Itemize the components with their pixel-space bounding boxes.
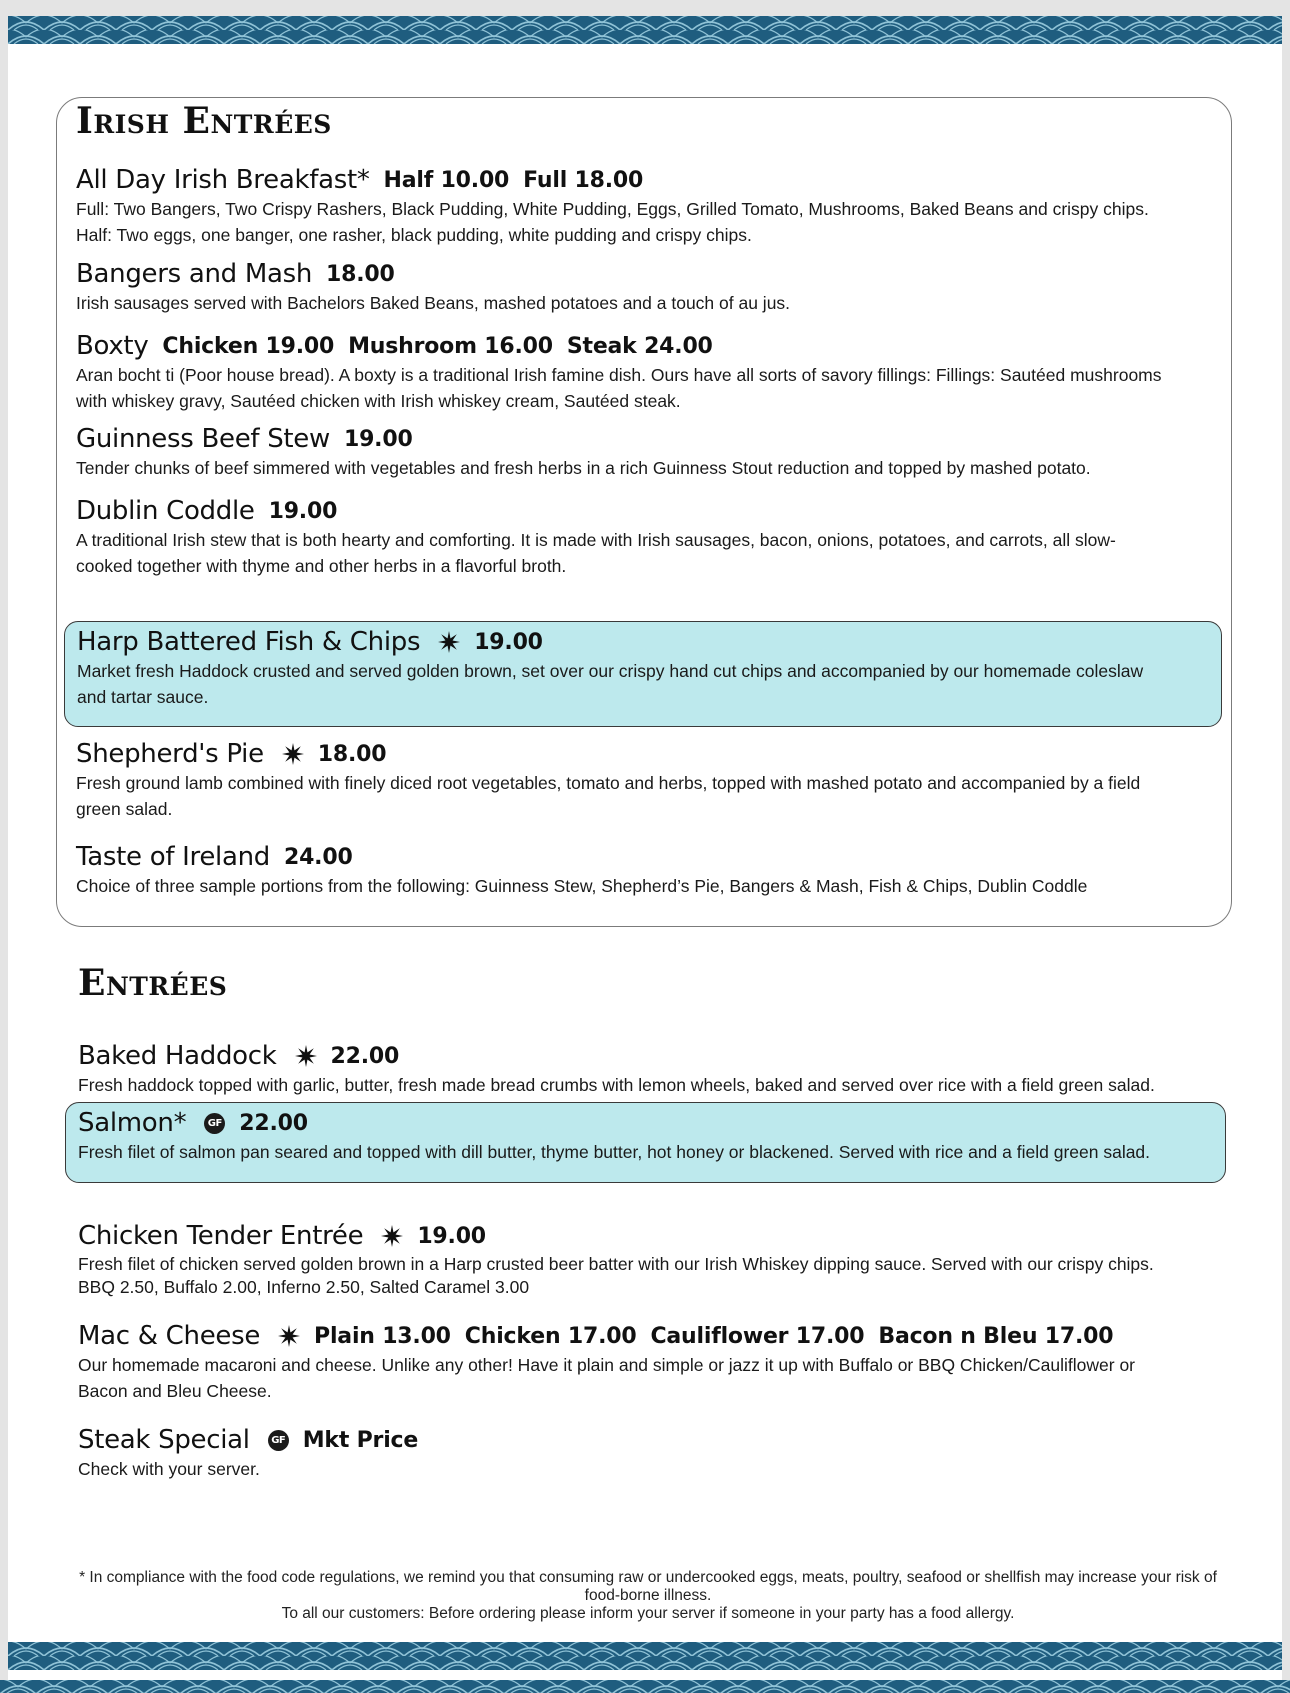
item-description-line: Aran bocht ti (Poor house bread). A boxty is a traditional Irish famine dish. Ours have all sorts of savory fillings: Fillings: Sautéed mushrooms xyxy=(76,365,1162,385)
item-price: 22.00 xyxy=(239,1110,308,1136)
bottom-edge-pattern xyxy=(0,1680,1290,1693)
star-burst-icon xyxy=(278,1325,300,1347)
item-description-line: cooked together with thyme and other herbs in a flavorful broth. xyxy=(76,556,567,576)
item-description-line: Half: Two eggs, one banger, one rasher, black pudding, white pudding and crispy chips. xyxy=(76,225,752,245)
item-price: 19.00 xyxy=(417,1223,486,1249)
menu-item-baked-haddock xyxy=(78,1040,1218,1098)
disclaimer-line: food-borne illness. xyxy=(584,1587,712,1604)
item-description-line: Check with your server. xyxy=(78,1459,260,1479)
item-name: Bangers and Mash xyxy=(76,259,313,289)
menu-item-guinness-beef-stew xyxy=(76,423,1216,481)
item-price: 22.00 xyxy=(330,1043,400,1069)
item-price: 24.00 xyxy=(283,844,353,870)
item-description-line: Fresh filet of chicken served golden brown in a Harp crusted beer batter with our Irish Whiskey dipping sauce. Served with our crispy chips. xyxy=(78,1254,1154,1274)
star-burst-icon xyxy=(282,743,304,765)
item-description-line: BBQ 2.50, Buffalo 2.00, Inferno 2.50, Salted Caramel 3.00 xyxy=(78,1277,530,1297)
menu-item-fish-and-chips xyxy=(64,621,1222,727)
menu-page xyxy=(8,16,1282,1693)
star-burst-icon xyxy=(295,1045,317,1067)
disclaimer-line: * In compliance with the food code regulations, we remind you that consuming raw or undercooked eggs, meats, poultry, seafood or shellfish may increase your risk of xyxy=(79,1569,1217,1586)
item-name: Boxty xyxy=(76,331,149,361)
menu-item-bangers-and-mash xyxy=(76,258,1216,316)
food-code-disclaimer xyxy=(28,1569,1268,1623)
item-description-line: Irish sausages served with Bachelors Baked Beans, mashed potatoes and a touch of au jus. xyxy=(76,293,791,313)
gluten-free-icon: GF xyxy=(268,1430,289,1451)
item-price: 18.00 xyxy=(317,741,387,767)
item-name: Chicken Tender Entrée xyxy=(78,1221,364,1251)
item-name: Dublin Coddle xyxy=(76,496,255,526)
item-name: Mac & Cheese xyxy=(78,1321,261,1351)
item-name: Guinness Beef Stew xyxy=(76,424,330,454)
item-description-line: Choice of three sample portions from the following: Guinness Stew, Shepherd’s Pie, Bangers & Mash, Fish & Chips, Dublin Coddle xyxy=(76,876,1088,896)
item-price: Bacon n Bleu 17.00 xyxy=(878,1323,1114,1349)
item-name: Salmon* xyxy=(78,1108,187,1138)
item-price: Cauliflower 17.00 xyxy=(650,1323,865,1349)
menu-item-dublin-coddle xyxy=(76,495,1216,579)
menu-item-mac-and-cheese xyxy=(78,1320,1218,1404)
item-price: 19.00 xyxy=(268,498,338,524)
gluten-free-icon: GF xyxy=(204,1113,225,1134)
item-name: Shepherd's Pie xyxy=(76,739,264,769)
item-description-line: Our homemade macaroni and cheese. Unlike any other! Have it plain and simple or jazz it up with Buffalo or BBQ Chicken/Cauliflower or xyxy=(78,1355,1135,1375)
item-description-line: Market fresh Haddock crusted and served golden brown, set over our crispy hand cut chips and accompanied by our homemade coleslaw xyxy=(77,661,1144,681)
menu-item-boxty xyxy=(76,330,1216,414)
menu-item-steak-special xyxy=(78,1424,1218,1482)
item-price: 19.00 xyxy=(474,629,543,655)
item-price: Mushroom 16.00 xyxy=(348,333,553,359)
menu-item-salmon xyxy=(65,1102,1226,1183)
entrees-title: Entrées xyxy=(78,962,228,1004)
item-description-line: Fresh haddock topped with garlic, butter, fresh made bread crumbs with lemon wheels, baked and served over rice with a field green salad. xyxy=(78,1075,1155,1095)
item-description-line: Fresh filet of salmon pan seared and topped with dill butter, thyme butter, hot honey or blackened. Served with rice and a field green salad. xyxy=(78,1142,1151,1162)
item-price: Plain 13.00 xyxy=(314,1323,451,1349)
item-name: Baked Haddock xyxy=(78,1041,277,1071)
item-price: Full 18.00 xyxy=(523,167,644,193)
bottom-wave-pattern xyxy=(8,1642,1282,1670)
item-price: 18.00 xyxy=(326,261,395,287)
item-price: 19.00 xyxy=(343,426,413,452)
item-name: Steak Special xyxy=(78,1425,250,1455)
menu-item-shepherds-pie xyxy=(76,738,1216,822)
item-price: Chicken 19.00 xyxy=(162,333,335,359)
item-description-line: A traditional Irish stew that is both hearty and comforting. It is made with Irish sausages, bacon, onions, potatoes, and carrots, all slow- xyxy=(76,530,1116,550)
menu-item-irish-breakfast xyxy=(76,164,1216,248)
item-description-line: Full: Two Bangers, Two Crispy Rashers, Black Pudding, White Pudding, Eggs, Grilled Tomato, Mushrooms, Baked Beans and crispy chips. xyxy=(76,199,1149,219)
item-name: All Day Irish Breakfast* xyxy=(76,165,370,195)
item-price: Half 10.00 xyxy=(383,167,510,193)
item-price: Mkt Price xyxy=(302,1427,419,1453)
menu-item-chicken-tender-entree xyxy=(78,1220,1218,1298)
star-burst-icon xyxy=(381,1225,403,1247)
item-description-line: Fresh ground lamb combined with finely diced root vegetables, tomato and herbs, topped with mashed potato and accompanied by a field xyxy=(76,773,1141,793)
item-price: Steak 24.00 xyxy=(566,333,713,359)
item-price: Chicken 17.00 xyxy=(464,1323,637,1349)
item-description-line: and tartar sauce. xyxy=(77,687,209,707)
allergy-notice: To all our customers: Before ordering please inform your server if someone in your party has a food allergy. xyxy=(281,1605,1015,1622)
item-name: Harp Battered Fish & Chips xyxy=(77,627,421,657)
item-description-line: Tender chunks of beef simmered with vegetables and fresh herbs in a rich Guinness Stout reduction and topped by mashed potato. xyxy=(76,458,1091,478)
top-wave-pattern xyxy=(8,16,1282,44)
star-burst-icon xyxy=(438,631,460,653)
item-description-line: Bacon and Bleu Cheese. xyxy=(78,1381,272,1401)
irish-entrees-title: Irish Entrées xyxy=(76,100,332,142)
item-description-line: with whiskey gravy, Sautéed chicken with Irish whiskey cream, Sautéed steak. xyxy=(76,391,681,411)
item-description-line: green salad. xyxy=(76,799,173,819)
item-name: Taste of Ireland xyxy=(76,842,270,872)
menu-item-taste-of-ireland xyxy=(76,841,1216,899)
